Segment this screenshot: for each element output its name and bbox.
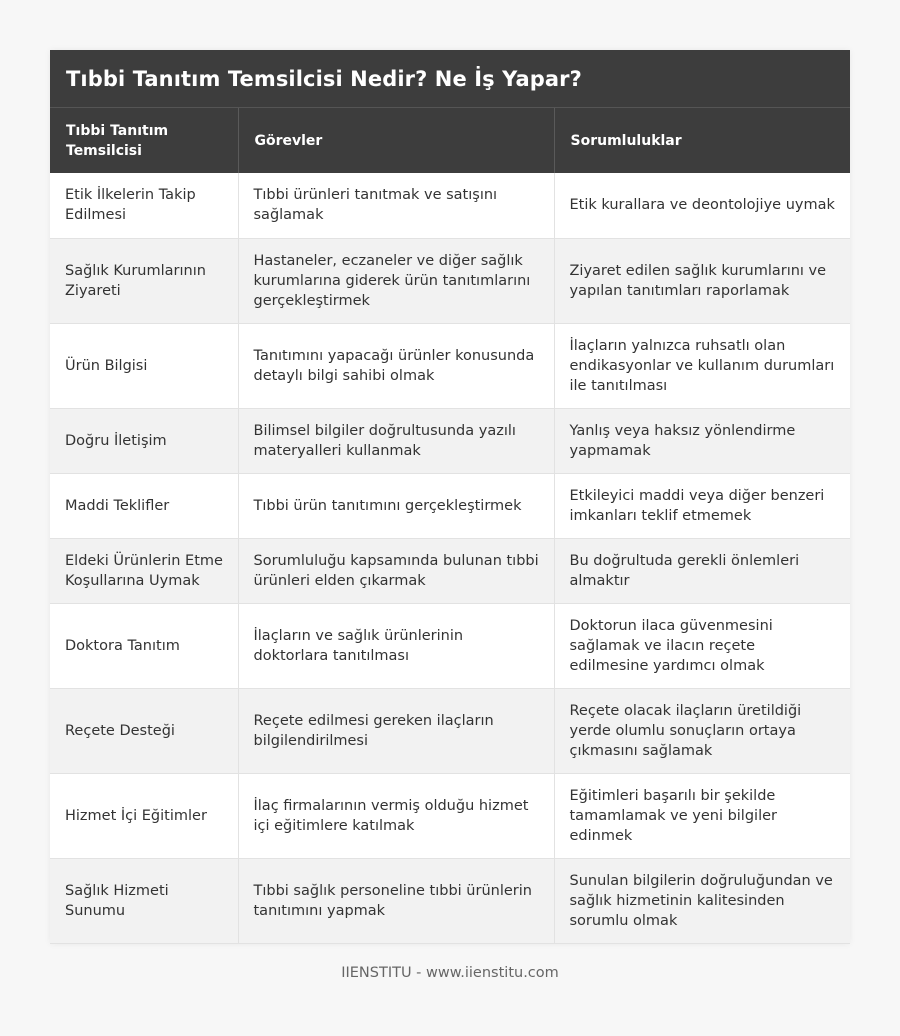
table-cell: Eğitimleri başarılı bir şekilde tamamlamak ve yeni bilgiler edinmek [554, 773, 850, 858]
table-cell: Sunulan bilgilerin doğruluğundan ve sağlık hizmetinin kalitesinden sorumlu olmak [554, 858, 850, 943]
title-bar [50, 50, 850, 108]
table-row [50, 603, 850, 688]
table-cell: Etik İlkelerin Takip Edilmesi [50, 173, 238, 238]
table-cell: Etkileyici maddi veya diğer benzeri imkanları teklif etmemek [554, 473, 850, 538]
table-cell: Yanlış veya haksız yönlendirme yapmamak [554, 408, 850, 473]
table-cell: Bilimsel bilgiler doğrultusunda yazılı materyalleri kullanmak [238, 408, 554, 473]
table-row [50, 408, 850, 473]
table-header [50, 108, 850, 173]
table-cell: Doktora Tanıtım [50, 603, 238, 688]
table-cell: Hastaneler, eczaneler ve diğer sağlık kurumlarına giderek ürün tanıtımlarını gerçekleştirmek [238, 238, 554, 323]
table-cell: Tanıtımını yapacağı ürünler konusunda detaylı bilgi sahibi olmak [238, 323, 554, 408]
page-title: Tıbbi Tanıtım Temsilcisi Nedir? Ne İş Yapar? [66, 66, 582, 91]
table-cell: Doktorun ilaca güvenmesini sağlamak ve ilacın reçete edilmesine yardımcı olmak [554, 603, 850, 688]
table-row [50, 473, 850, 538]
column-header-representative: Tıbbi Tanıtım Temsilcisi [50, 108, 238, 173]
table-cell: Reçete edilmesi gereken ilaçların bilgilendirilmesi [238, 688, 554, 773]
table-cell: Tıbbi ürün tanıtımını gerçekleştirmek [238, 473, 554, 538]
table-cell: Sorumluluğu kapsamında bulunan tıbbi ürünleri elden çıkarmak [238, 538, 554, 603]
table-row [50, 173, 850, 238]
table-body [50, 173, 850, 943]
info-table [50, 108, 850, 944]
table-cell: Ürün Bilgisi [50, 323, 238, 408]
table-cell: Hizmet İçi Eğitimler [50, 773, 238, 858]
table-cell: Etik kurallara ve deontolojiye uymak [554, 173, 850, 238]
table-cell: Maddi Teklifler [50, 473, 238, 538]
table-row [50, 773, 850, 858]
content-card [50, 50, 850, 944]
table-cell: Eldeki Ürünlerin Etme Koşullarına Uymak [50, 538, 238, 603]
table-cell: Reçete olacak ilaçların üretildiği yerde olumlu sonuçların ortaya çıkmasını sağlamak [554, 688, 850, 773]
footer-credit: IIENSTITU - www.iienstitu.com [341, 965, 559, 981]
table-cell: İlaçların yalnızca ruhsatlı olan endikasyonlar ve kullanım durumları ile tanıtılması [554, 323, 850, 408]
table-cell: Tıbbi sağlık personeline tıbbi ürünlerin tanıtımını yapmak [238, 858, 554, 943]
column-header-duties: Görevler [238, 108, 554, 173]
table-row [50, 688, 850, 773]
table-row [50, 538, 850, 603]
table-cell: Sağlık Kurumlarının Ziyareti [50, 238, 238, 323]
table-cell: İlaçların ve sağlık ürünlerinin doktorlara tanıtılması [238, 603, 554, 688]
table-row [50, 858, 850, 943]
table-cell: Doğru İletişim [50, 408, 238, 473]
column-header-responsibilities: Sorumluluklar [554, 108, 850, 173]
table-cell: Sağlık Hizmeti Sunumu [50, 858, 238, 943]
table-cell: Reçete Desteği [50, 688, 238, 773]
table-cell: İlaç firmalarının vermiş olduğu hizmet içi eğitimlere katılmak [238, 773, 554, 858]
table-cell: Bu doğrultuda gerekli önlemleri almaktır [554, 538, 850, 603]
table-cell: Tıbbi ürünleri tanıtmak ve satışını sağlamak [238, 173, 554, 238]
table-cell: Ziyaret edilen sağlık kurumlarını ve yapılan tanıtımları raporlamak [554, 238, 850, 323]
header-row [50, 108, 850, 173]
table-row [50, 323, 850, 408]
table-row [50, 238, 850, 323]
